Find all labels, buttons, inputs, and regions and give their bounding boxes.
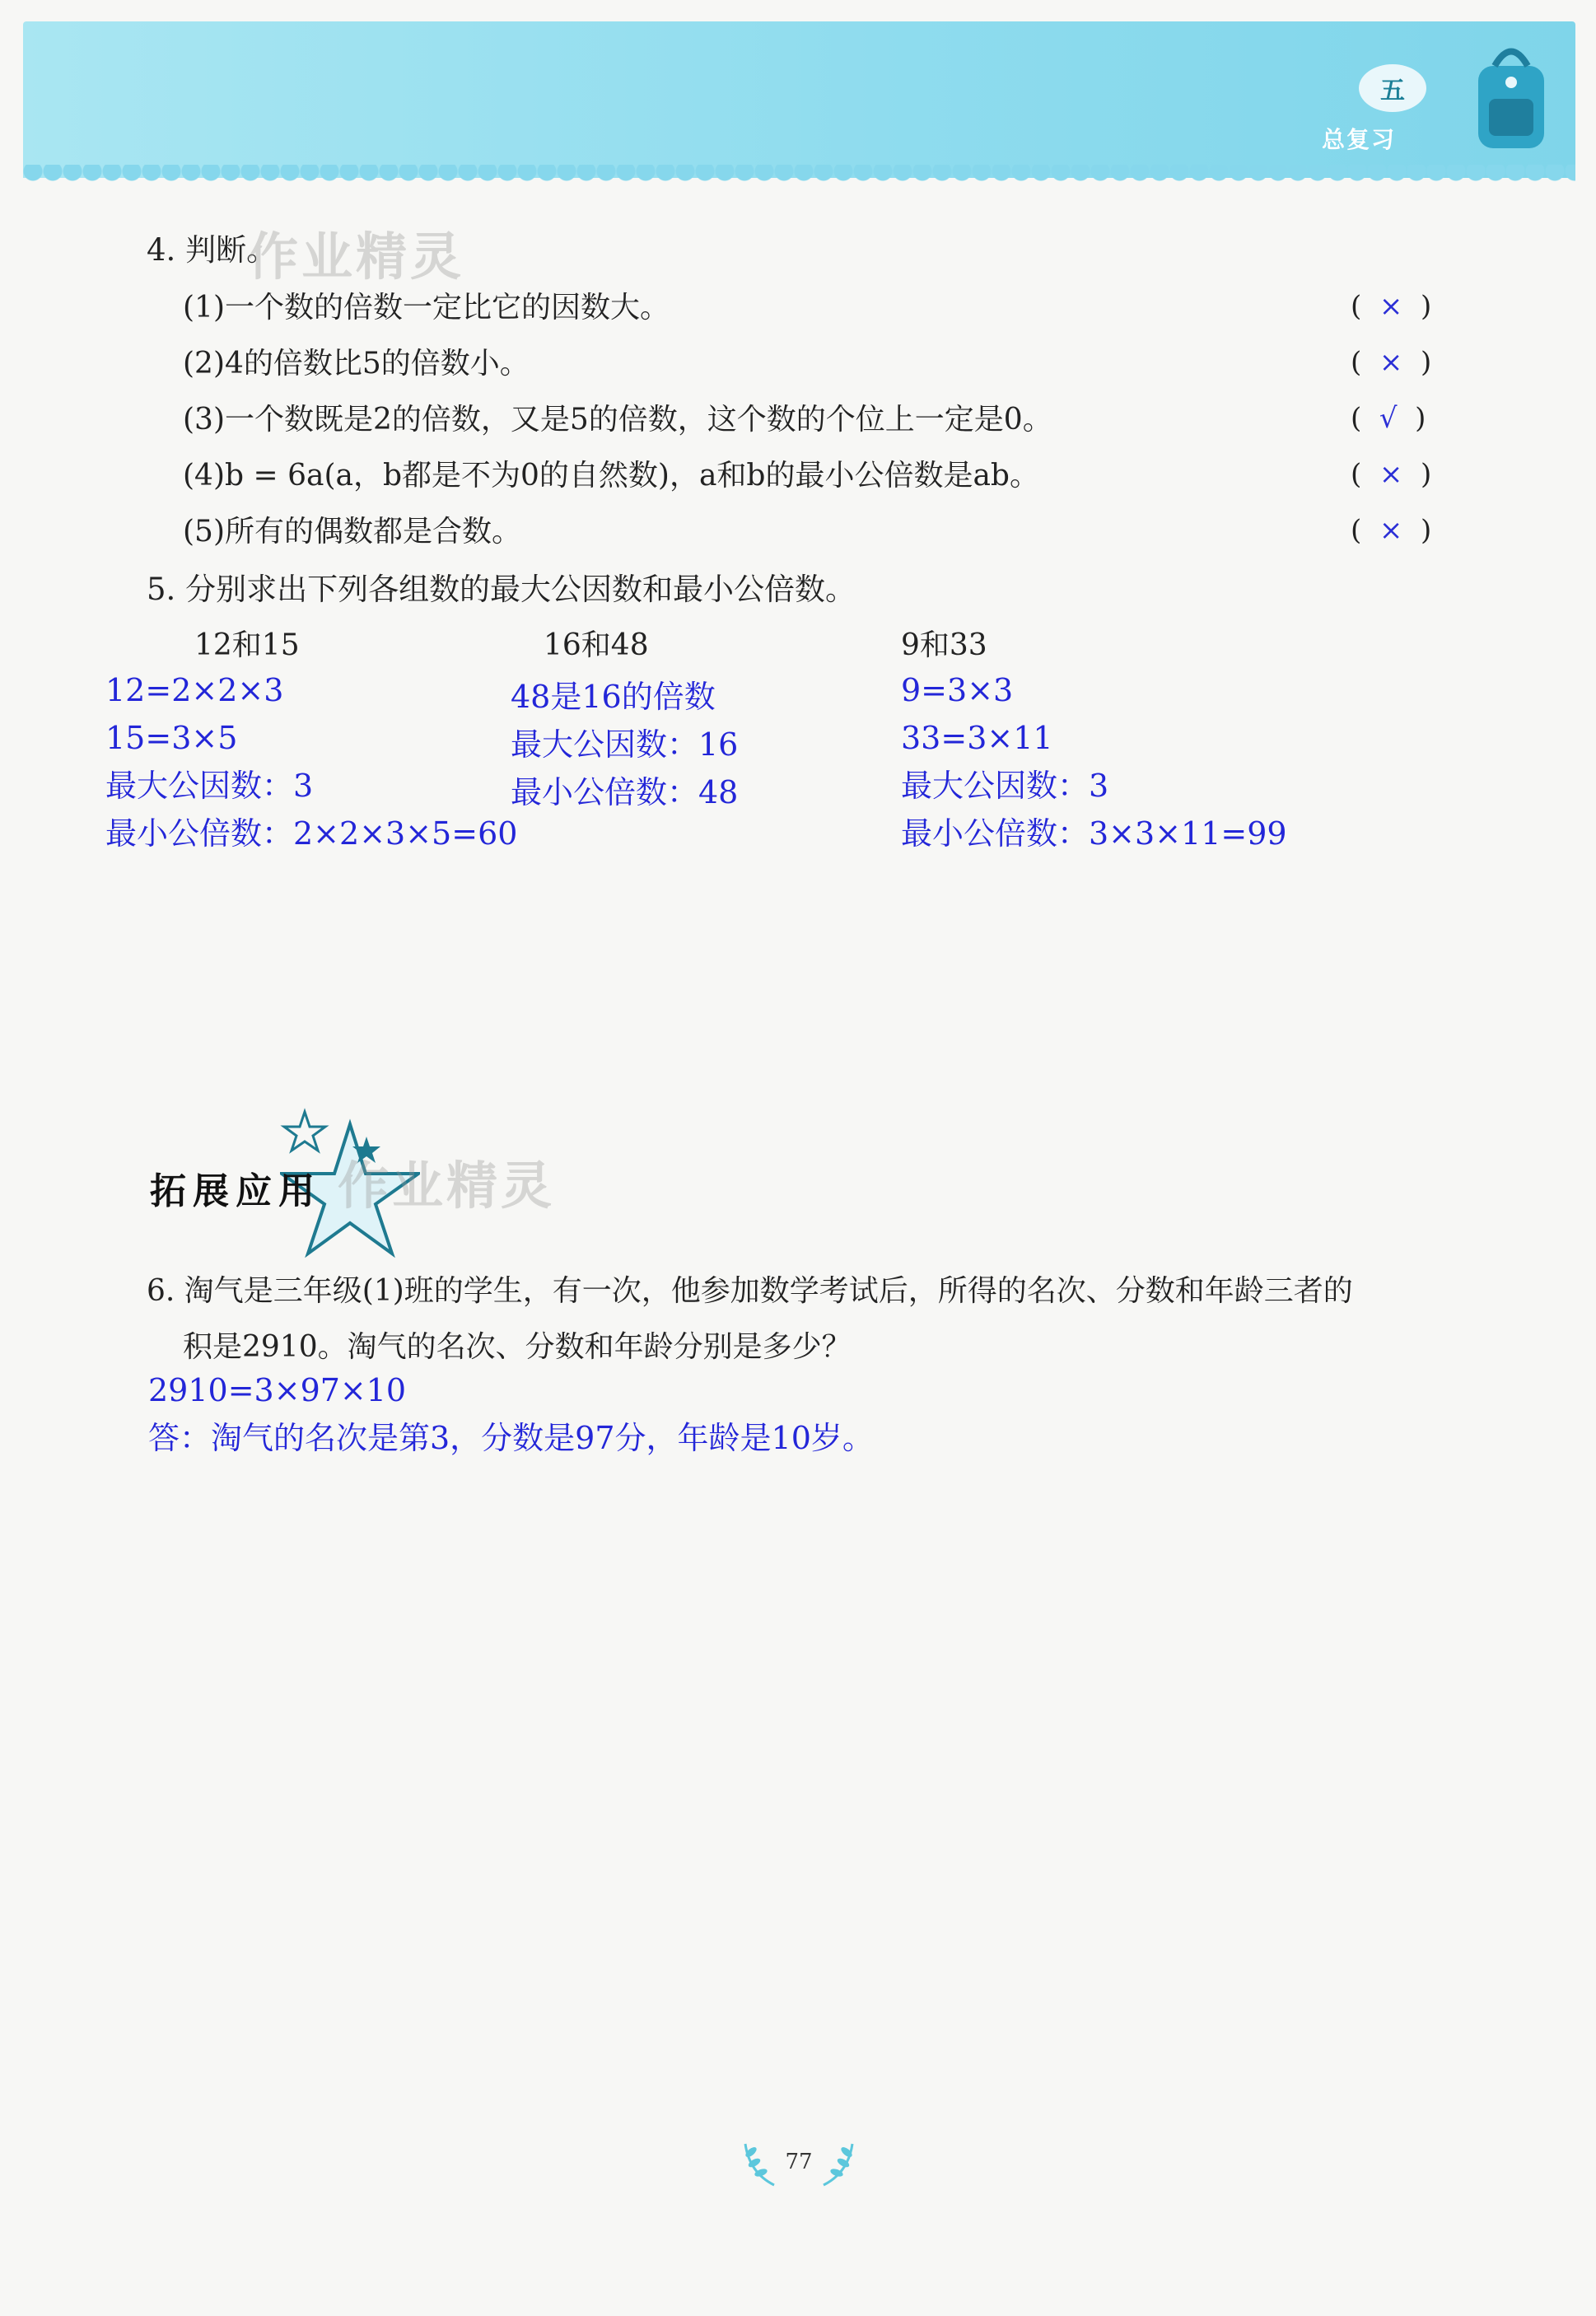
q4-answer-5: ( × ): [1351, 514, 1432, 547]
section-title: 拓展应用: [150, 1170, 321, 1212]
q5-group-2-label: 16和48: [544, 628, 649, 662]
q4-item-1: (1)一个数的倍数一定比它的因数大。: [183, 291, 670, 325]
q4-item-3: (3)一个数既是2的倍数，又是5的倍数，这个数的个位上一定是0。: [183, 403, 1052, 437]
q5-group-3-line-4: 最小公倍数：3×3×11=99: [901, 815, 1287, 852]
q4-answer-2: ( × ): [1351, 346, 1432, 379]
q4-answer-1: ( × ): [1351, 290, 1432, 323]
q5-group-2-line-1: 48是16的倍数: [511, 679, 716, 715]
q5-group-3-label: 9和33: [901, 628, 987, 662]
header-lace-border: [23, 165, 1575, 194]
q4-title: 4. 判断。: [147, 232, 278, 268]
q5-group-2-line-2: 最大公因数：16: [511, 726, 739, 763]
q4-item-5: (5)所有的偶数都是合数。: [183, 515, 521, 549]
q5-group-1-line-1: 12=2×2×3: [105, 672, 284, 708]
q6-answer-line-2: 答：淘气的名次是第3，分数是97分，年龄是10岁。: [148, 1420, 874, 1456]
q5-group-3-line-2: 33=3×11: [901, 720, 1053, 756]
q5-group-1-label: 12和15: [194, 628, 300, 662]
q5-title: 5. 分别求出下列各组数的最大公因数和最小公倍数。: [147, 572, 856, 607]
q5-group-3-line-3: 最大公因数：3: [901, 768, 1109, 804]
q4-answer-3: ( √ ): [1351, 402, 1426, 435]
q4-answer-4: ( × ): [1351, 458, 1432, 491]
q4-item-4: (4)b = 6a(a，b都是不为0的自然数)，a和b的最小公倍数是ab。: [183, 459, 1039, 493]
laurel-right-icon: [815, 2140, 865, 2189]
q6-answer-line-1: 2910=3×97×10: [148, 1372, 407, 1408]
q4-item-2: (2)4的倍数比5的倍数小。: [183, 347, 530, 381]
watermark-text-2: 作业精灵: [338, 1156, 556, 1216]
watermark-text: 作业精灵: [247, 226, 465, 287]
chapter-title: 总复习: [1322, 126, 1397, 153]
q5-group-2-line-3: 最小公倍数：48: [511, 774, 739, 810]
chapter-number-badge: 五: [1359, 64, 1426, 112]
q5-group-3-line-1: 9=3×3: [901, 672, 1014, 708]
q5-group-1-line-4: 最小公倍数：2×2×3×5=60: [105, 815, 518, 852]
q6-line-1: 6. 淘气是三年级(1)班的学生，有一次，他参加数学考试后，所得的名次、分数和年龄三者的: [147, 1274, 1353, 1308]
backpack-icon: [1466, 33, 1556, 156]
q6-line-2: 积是2910。淘气的名次、分数和年龄分别是多少？: [183, 1330, 852, 1364]
q5-group-1-line-3: 最大公因数：3: [105, 768, 314, 804]
q5-group-1-line-2: 15=3×5: [105, 720, 238, 756]
page-number: 77: [785, 2150, 813, 2174]
